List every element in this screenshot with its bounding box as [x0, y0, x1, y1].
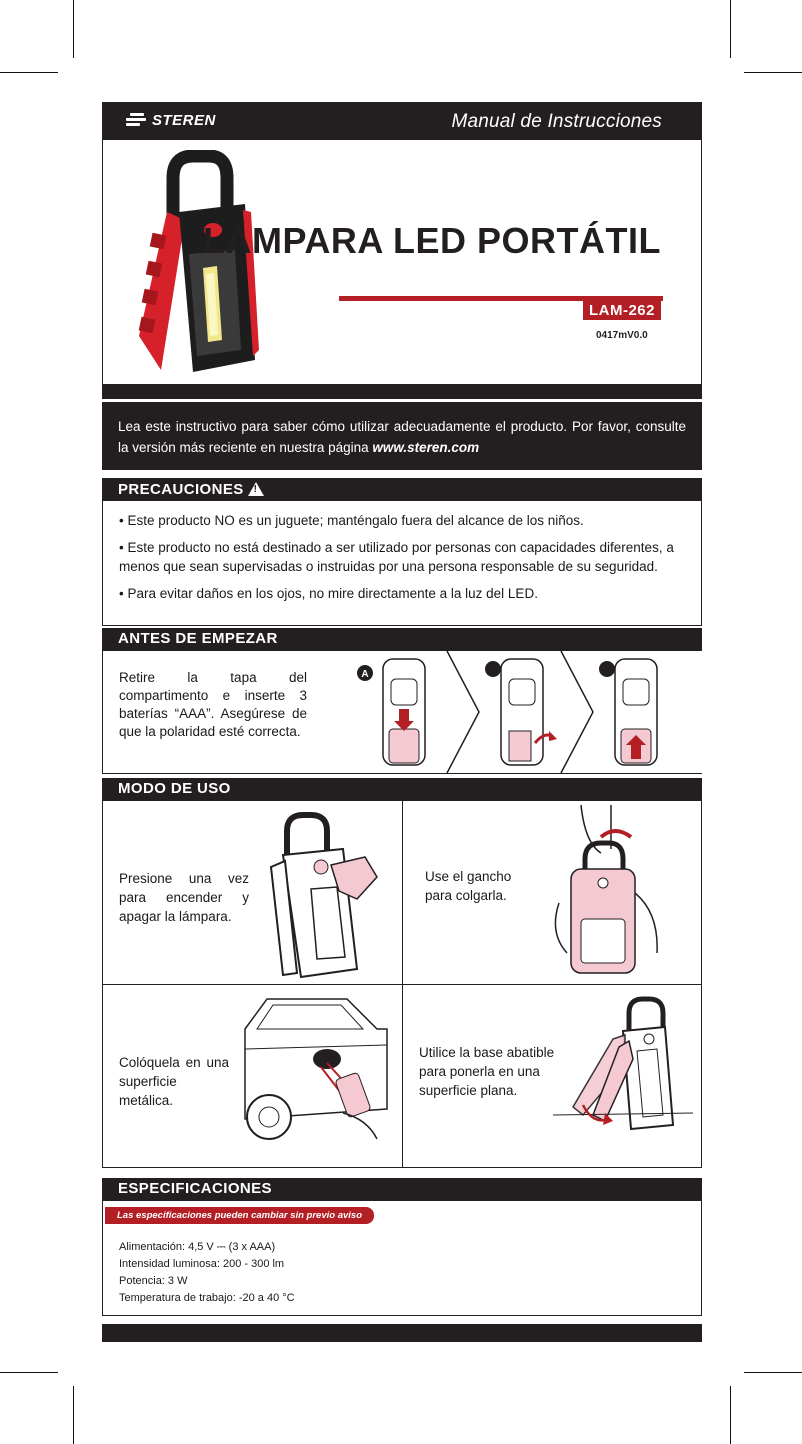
version-code: 0417mV0.0	[596, 330, 648, 341]
crop-mark	[0, 1372, 58, 1373]
spec-item: Potencia: 3 W	[119, 1275, 188, 1287]
usage-cell-magnet	[103, 985, 402, 1168]
usage-cell-hook	[403, 801, 702, 984]
precaution-item: • Este producto NO es un juguete; manténgalo fuera del alcance de los niños.	[119, 513, 584, 528]
footer-bar	[102, 1324, 702, 1342]
usage-heading: MODO DE USO	[102, 778, 702, 800]
before-start-heading: ANTES DE EMPEZAR	[102, 628, 702, 650]
hero-panel	[102, 140, 702, 384]
logo-mark-icon	[126, 111, 148, 129]
usage-power-text: Presione una vez para encender y apagar la lámpara.	[119, 871, 249, 924]
model-badge: LAM-262	[583, 301, 661, 320]
specs-disclaimer: Las especificaciones pueden cambiar sin previo aviso	[105, 1207, 374, 1224]
step-a-lamp	[383, 659, 425, 765]
crop-mark	[730, 1386, 731, 1444]
precaution-item: • Para evitar daños en los ojos, no mire directamente a la luz del LED.	[119, 586, 538, 601]
folding-stand-illustration	[553, 995, 693, 1145]
website-link[interactable]: www.steren.com	[372, 440, 480, 455]
crop-mark	[73, 0, 74, 58]
battery-steps-svg	[339, 651, 703, 773]
hero-bottom-bar	[102, 384, 702, 399]
precaution-item: • Este producto no está destinado a ser utilizado por personas con capacidades diferentes, a menos que sean supervisadas o instruidas por una persona responsable de su seguridad.	[119, 540, 674, 574]
spec-item: Temperatura de trabajo: -20 a 40 °C	[119, 1292, 295, 1304]
precautions-heading-text: PRECAUCIONES	[118, 481, 244, 498]
specs-list	[119, 1239, 295, 1307]
brand-name: STEREN	[152, 111, 216, 129]
usage-magnet-text: Colóquela en una superficie metálica.	[119, 1055, 229, 1108]
precautions-box	[102, 500, 702, 626]
precautions-heading	[102, 478, 702, 500]
crop-mark	[730, 0, 731, 58]
crop-mark	[0, 72, 58, 73]
step-a-label: A	[361, 669, 369, 680]
step-c-lamp	[615, 659, 657, 765]
usage-box	[102, 800, 702, 1168]
usage-hook-text: Use el gancho para colgarla.	[425, 869, 512, 903]
intro-text: Lea este instructivo para saber cómo utilizar adecuadamente el producto. Por favor, consulte la versión más reciente en nuestra página	[118, 419, 686, 455]
crop-mark	[73, 1386, 74, 1444]
before-start-box	[102, 650, 702, 774]
spec-item: Intensidad luminosa: 200 - 300 lm	[119, 1258, 285, 1270]
intro-notice	[102, 402, 702, 470]
battery-instructions: Retire la tapa del compartimento e inserte 3 baterías “AAA”. Asegúrese de que la polaridad esté correcta.	[119, 670, 307, 739]
battery-steps-illustration	[339, 651, 703, 773]
specs-box	[102, 1200, 702, 1316]
header-bar	[102, 102, 702, 140]
step-b-lamp	[501, 659, 557, 765]
warning-icon	[248, 482, 264, 496]
specs-heading: ESPECIFICACIONES	[102, 1178, 702, 1200]
crop-mark	[744, 72, 802, 73]
crop-mark	[744, 1372, 802, 1373]
spec-item: Alimentación: 4,5 V ⎓ (3 x AAA)	[119, 1241, 276, 1253]
usage-stand-text: Utilice la base abatible para ponerla en una superficie plana.	[419, 1045, 555, 1098]
product-title: LÁMPARA LED PORTÁTIL	[203, 220, 661, 261]
manual-label: Manual de Instrucciones	[451, 111, 662, 132]
steren-logo	[126, 111, 216, 129]
usage-cell-power	[103, 801, 402, 984]
magnetic-truck-illustration	[237, 989, 397, 1165]
usage-cell-stand	[403, 985, 702, 1168]
press-button-illustration	[253, 805, 393, 980]
hang-hook-illustration	[541, 803, 671, 981]
lamp-product-image	[127, 150, 267, 390]
